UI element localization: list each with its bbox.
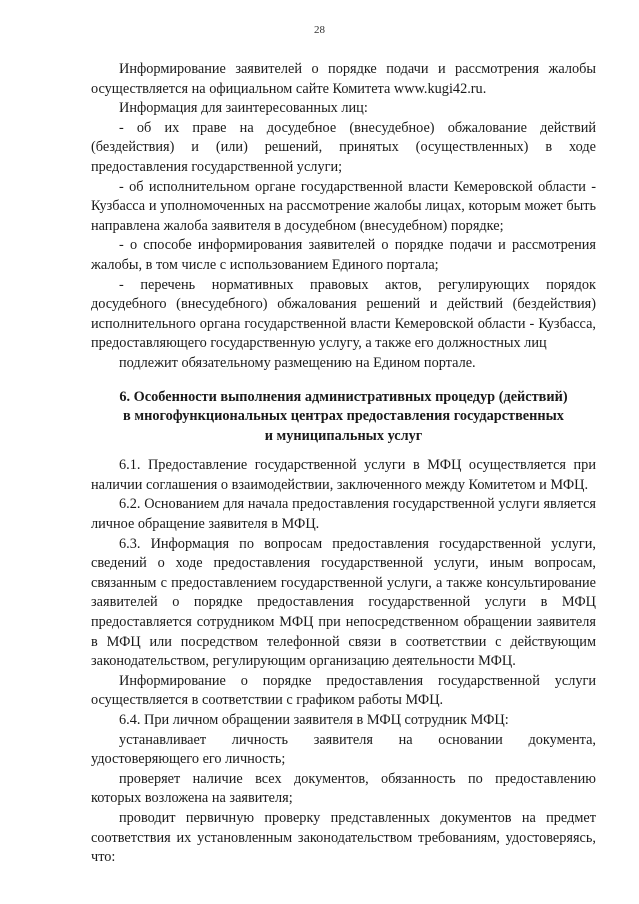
paragraph-6-4: 6.4. При личном обращении заявителя в МФЦ сотрудник МФЦ: bbox=[119, 712, 509, 728]
paragraph-primary-check: проводит первичную проверку представленных документов на предмет соответствия их установленным законодательством требованиям, удостоверяясь, что: bbox=[91, 809, 596, 866]
spacer bbox=[91, 446, 596, 456]
paragraph-6-2: 6.2. Основанием для начала предоставления государственной услуги является личное обращение заявителя в МФЦ. bbox=[91, 496, 596, 533]
paragraph-intro-2: Информация для заинтересованных лиц: bbox=[119, 100, 368, 117]
list-item-intro-4: - об исполнительном органе государственной власти Кемеровской области - Кузбасса и уполномоченных на рассмотрение жалобы лицах, которым может быть направлена жалоба заявителя в досудебном (внесудебном) порядке; bbox=[91, 178, 596, 234]
section-heading: 6. Особенности выполнения административных процедур (действий) в многофункциональных центрах предоставления государственных и муниципальных услуг bbox=[119, 388, 568, 444]
paragraph-intro-7: подлежит обязательному размещению на Едином портале. bbox=[119, 354, 476, 371]
document-body bbox=[91, 60, 596, 868]
paragraph-intro-1: Информирование заявителей о порядке подачи и рассмотрения жалобы осуществляется на официальном сайте Комитета www.kugi42.ru. bbox=[91, 61, 596, 97]
list-item-intro-3: - об их праве на досудебное (внесудебное) обжалование действий (бездействия) и (или) решений, принятых (осуществленных) в ходе предоставления государственной услуги; bbox=[91, 119, 596, 175]
list-item-intro-5: - о способе информирования заявителей о порядке подачи и рассмотрения жалобы, в том числе с использованием Единого портала; bbox=[91, 237, 596, 273]
list-item-intro-6: - перечень нормативных правовых актов, регулирующих порядок досудебного (внесудебного) обжалования решений и действий (бездействия) исполнительного органа государственной власти Кемеровской области - Кузбасса, предоставляющего государственную услугу, а также его должностных лиц bbox=[91, 276, 596, 352]
paragraph-6-3: 6.3. Информация по вопросам предоставления государственной услуги, сведений о ходе предоставления государственной услуги, иным вопросам, связанным с предоставлением государственной услуги, а также консультирование заявителей о порядке предоставления государственной услуги в МФЦ предоставляется сотрудником МФЦ при непосредственном обращении заявителя в МФЦ или посредством телефонной связи в соответствии с действующим законодательством, регулирующим организацию деятельности МФЦ. bbox=[91, 535, 596, 670]
paragraph-schedule: Информирование о порядке предоставления государственной услуги осуществляется в соответствии с графиком работы МФЦ. bbox=[91, 672, 596, 709]
paragraph-check-documents: проверяет наличие всех документов, обязанность по предоставлению которых возложена на заявителя; bbox=[91, 770, 596, 807]
spacer bbox=[91, 374, 596, 388]
paragraph-6-1: 6.1. Предоставление государственной услуги в МФЦ осуществляется при наличии соглашения о взаимодействии, заключенного между Комитетом и МФЦ. bbox=[91, 457, 596, 493]
paragraph-identify: устанавливает личность заявителя на основании документа, удостоверяющего его личность; bbox=[91, 731, 596, 768]
page-number: 28 bbox=[314, 24, 325, 36]
